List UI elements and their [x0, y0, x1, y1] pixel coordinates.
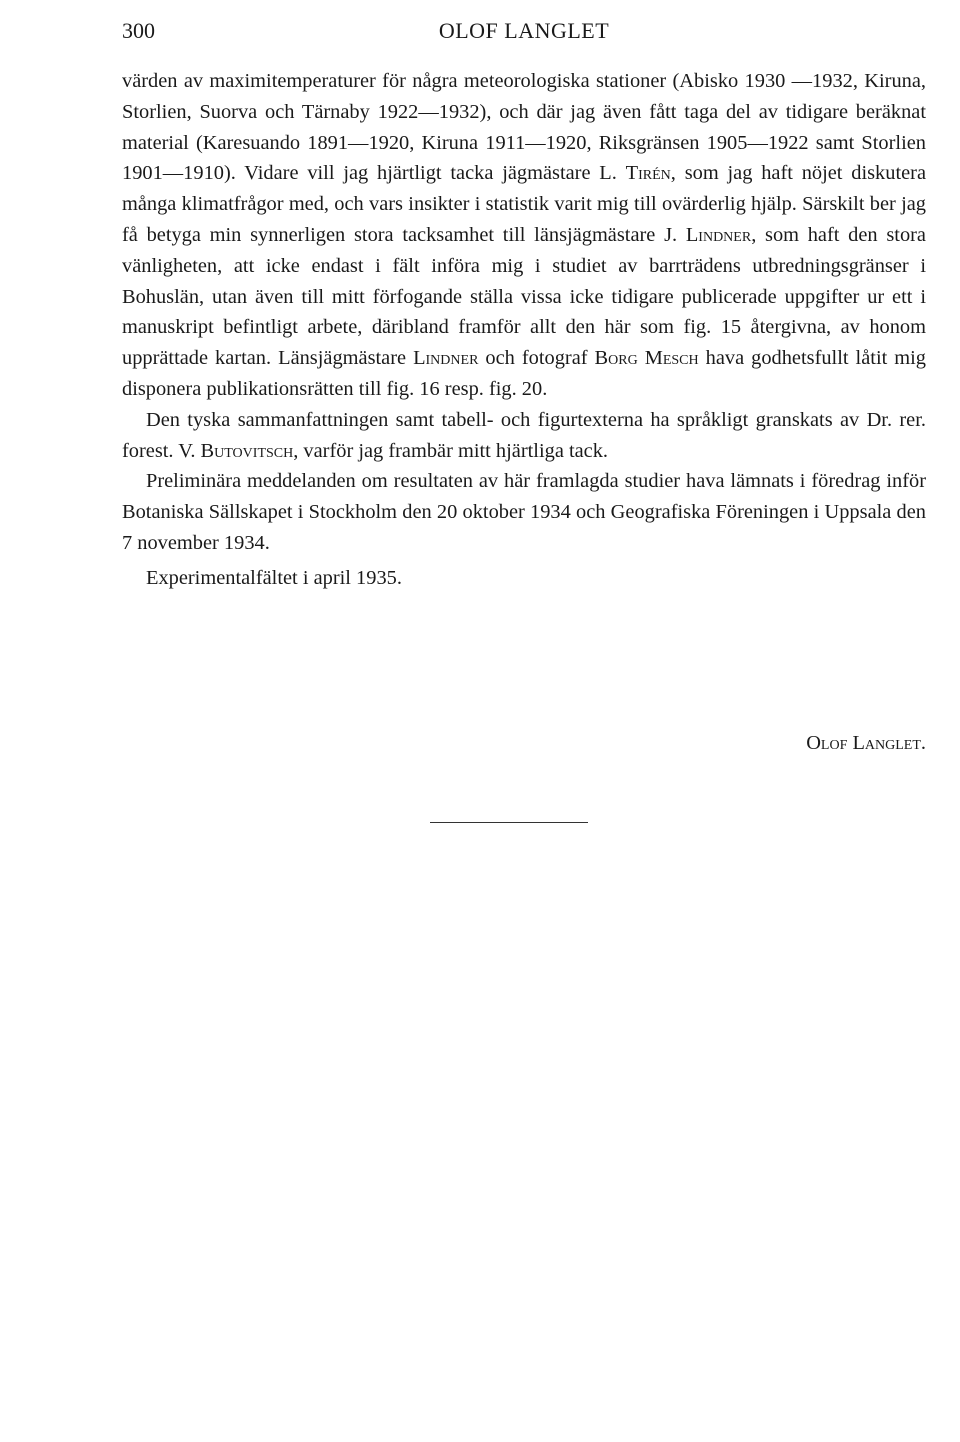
person-name: Tirén [625, 162, 671, 185]
page-header [122, 18, 926, 48]
paragraph-translation-thanks [122, 405, 926, 467]
paragraph-preliminary-reports: Preliminära meddelanden om resultaten av här framlagda studier hava lämnats i föredrag inför Botaniska Sällskapet i Stockholm den 20 oktober 1934 och Geografiska Föreningen i Uppsala den 7 november 1934. [122, 470, 926, 554]
person-name: Lindner [413, 347, 479, 370]
text-run: Den tyska sammanfattningen samt tabell- och figurtexterna ha språkligt granskats av Dr. rer. forest. V. [122, 408, 926, 462]
running-head: OLOF LANGLET [438, 18, 610, 43]
person-name: Lindner [685, 223, 752, 246]
text-run: värden av maximitemperaturer för några meteorologiska stationer (Abisko 1930 —1932, Kiruna, Storlien, Suorva och Tärnaby 1922—1932), och där jag även fått taga del av tidigare beräknat material (Karesuando 1891—1920, Kiruna 1911—1920, Riksgränsen 1905—1922 samt Storlien 1901—1910). Vidare vill jag hjärtligt tacka jägmästare L. [122, 70, 926, 185]
text-run: , som haft den stora vänligheten, att icke endast i fält införa mig i studiet av barrträdens utbredningsgränser i Bohuslän, utan även till mitt förfogande ställa vissa icke tidigare publicerade uppgifter ur ett i manuskript befintligt arbete, däribland framför allt den här som fig. 15 återgivna, av honom upprättade kartan. Länsjägmästare [122, 223, 926, 370]
body-text [122, 66, 926, 594]
text-run: hava godhetsfullt låtit mig disponera publikationsrätten till fig. 16 resp. fig. 20. [122, 347, 926, 400]
text-run: , som jag haft nöjet diskutera många klimatfrågor med, och vars insikter i statistik varit mig till ovärderlig hjälp. Särskilt ber jag få betyga min synnerligen stora tacksamhet till länsjägmästare J. [122, 162, 927, 246]
text-run: och fotograf [478, 347, 595, 370]
place-date-line: Experimentalfältet i april 1935. [146, 566, 402, 589]
author-signature: Olof Langlet. [806, 732, 926, 754]
closing-rule [430, 822, 588, 823]
page-number: 300 [122, 18, 155, 43]
text-run: , varför jag frambär mitt hjärtliga tack. [293, 439, 609, 462]
person-name: Borg Mesch [594, 347, 699, 370]
paragraph-acknowledgements [122, 66, 926, 405]
person-name: Butovitsch [200, 439, 294, 462]
